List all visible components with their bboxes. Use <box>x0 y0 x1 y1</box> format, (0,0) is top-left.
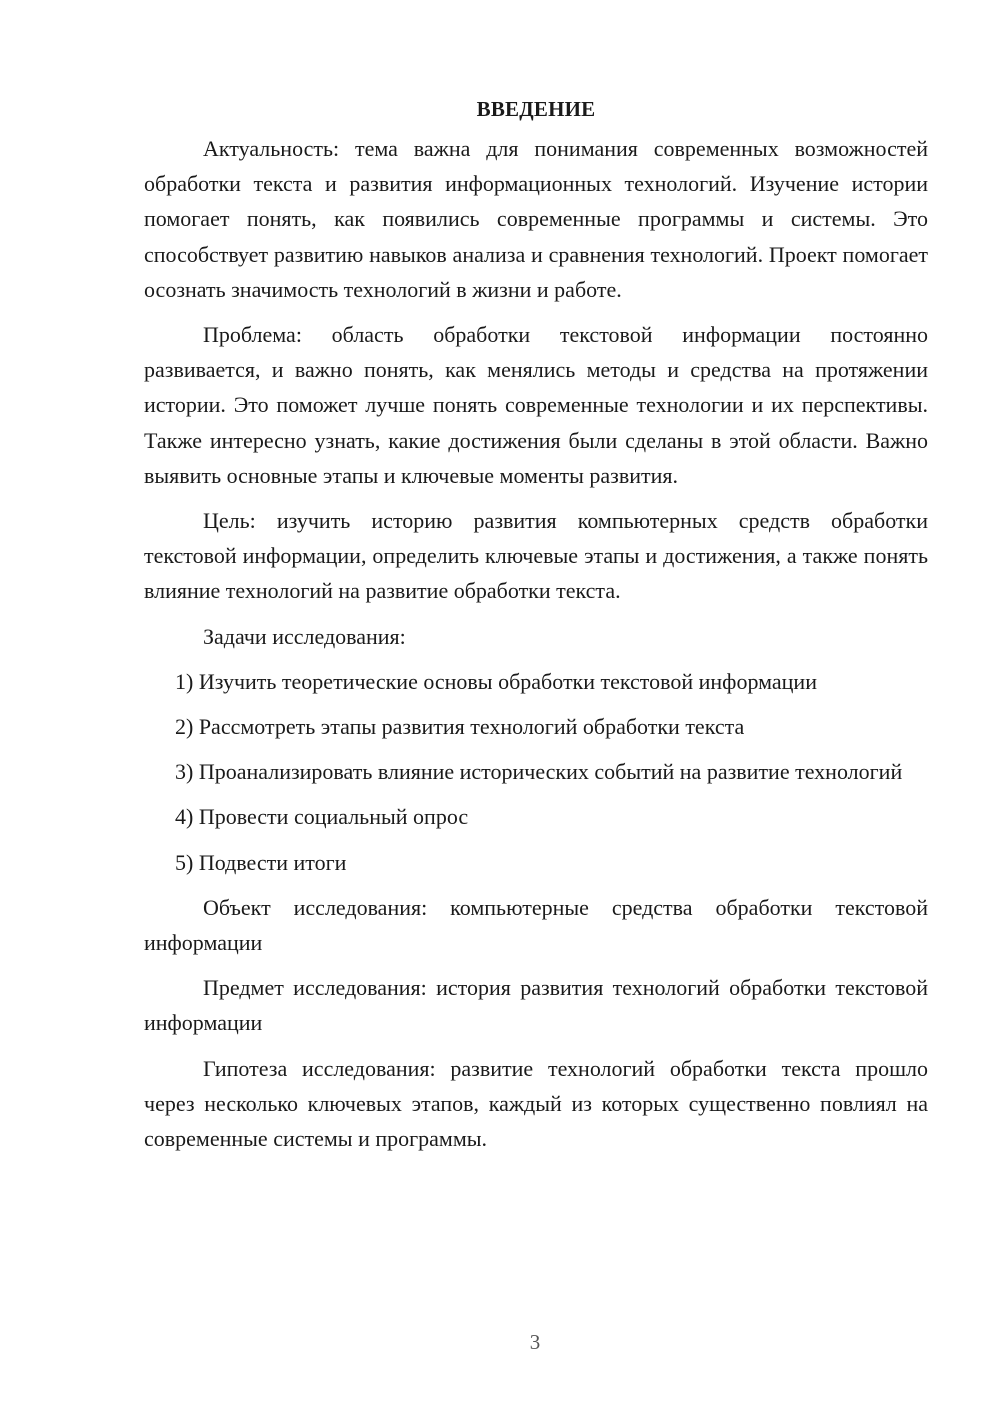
paragraph-hypothesis: Гипотеза исследования: развитие технологий обработки текста прошло через несколько ключевых этапов, каждый из которых существенно повлиял на современные системы и программы. <box>144 1055 928 1152</box>
section-title: ВВЕДЕНИЕ <box>476 97 596 121</box>
paragraph-subject: Предмет исследования: история развития технологий обработки текстовой информации <box>144 975 928 1036</box>
task-item-4: 4) Провести социальный опрос <box>175 804 469 830</box>
paragraph-relevance: Актуальность: тема важна для понимания современных возможностей обработки текста и развития информационных технологий. Изучение истории помогает понять, как появились современные программы и системы. Это способствует развитию навыков анализа и сравнения технологий. Проект помогает осознать значимость технологий в жизни и работе. <box>144 136 928 302</box>
paragraph-goal: Цель: изучить историю развития компьютерных средств обработки текстовой информации, определить ключевые этапы и достижения, а также понять влияние технологий на развитие обработки текста. <box>144 508 928 604</box>
task-item-3: 3) Проанализировать влияние исторических событий на развитие технологий <box>175 759 903 785</box>
paragraph-problem: Проблема: область обработки текстовой информации постоянно развивается, и важно понять, как менялись методы и средства на протяжении истории. Это поможет лучше понять современные технологии и их перспективы. Также интересно узнать, какие достижения были сделаны в этой области. Важно выявить основные этапы и ключевые моменты развития. <box>144 322 928 488</box>
tasks-heading: Задачи исследования: <box>203 623 406 649</box>
page-number: 3 <box>529 1330 541 1354</box>
task-item-2: 2) Рассмотреть этапы развития технологий обработки текста <box>175 714 745 740</box>
paragraph-object: Объект исследования: компьютерные средства обработки текстовой информации <box>144 894 928 956</box>
document-page <box>144 92 928 1166</box>
task-item-5: 5) Подвести итоги <box>175 849 347 875</box>
task-item-1: 1) Изучить теоретические основы обработки текстовой информации <box>175 668 817 694</box>
